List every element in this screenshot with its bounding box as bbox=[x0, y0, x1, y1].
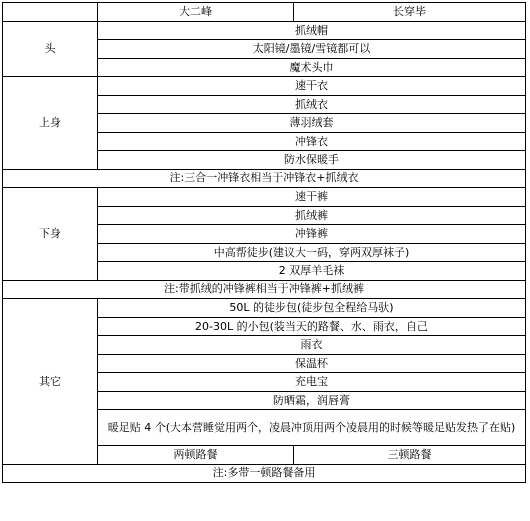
list-item: 2 双厚羊毛袜 bbox=[98, 262, 526, 281]
category-upper: 上身 bbox=[3, 77, 98, 170]
category-other: 其它 bbox=[3, 299, 98, 465]
upper-note: 注:三合一冲锋衣相当于冲锋衣+抓绒衣 bbox=[3, 169, 526, 188]
table-row bbox=[3, 299, 526, 318]
list-item: 中高帮徒步(建议大一码，穿两双厚袜子) bbox=[98, 243, 526, 262]
list-item: 防水保暖手 bbox=[98, 151, 526, 170]
list-item: 魔术头巾 bbox=[98, 58, 526, 77]
list-item: 薄羽绒套 bbox=[98, 114, 526, 133]
list-item: 防晒霜，润唇膏 bbox=[98, 391, 526, 410]
table-row bbox=[3, 77, 526, 96]
list-item: 抓绒帽 bbox=[98, 21, 526, 40]
table-row bbox=[3, 188, 526, 207]
header-blank-cell bbox=[3, 3, 98, 22]
meals-route1: 两顿路餐 bbox=[98, 446, 294, 465]
list-item: 20-30L 的小包(装当天的路餐、水、雨衣，自己 bbox=[98, 317, 526, 336]
list-item: 速干衣 bbox=[98, 77, 526, 96]
list-item: 抓绒衣 bbox=[98, 95, 526, 114]
list-item: 速干裤 bbox=[98, 188, 526, 207]
note-row bbox=[3, 464, 526, 483]
header-route1: 大二峰 bbox=[98, 3, 294, 22]
list-item: 充电宝 bbox=[98, 373, 526, 392]
note-row bbox=[3, 280, 526, 299]
category-head: 头 bbox=[3, 21, 98, 77]
header-route2: 长穿毕 bbox=[294, 3, 526, 22]
list-item: 保温杯 bbox=[98, 354, 526, 373]
note-row bbox=[3, 169, 526, 188]
lower-note: 注:带抓绒的冲锋裤相当于冲锋裤+抓绒裤 bbox=[3, 280, 526, 299]
list-item: 50L 的徒步包(徒步包全程给马驮) bbox=[98, 299, 526, 318]
meals-route2: 三顿路餐 bbox=[294, 446, 526, 465]
other-note: 注:多带一顿路餐备用 bbox=[3, 464, 526, 483]
list-item: 冲锋衣 bbox=[98, 132, 526, 151]
list-item: 冲锋裤 bbox=[98, 225, 526, 244]
list-item: 雨衣 bbox=[98, 336, 526, 355]
table-row bbox=[3, 21, 526, 40]
list-item: 抓绒裤 bbox=[98, 206, 526, 225]
category-lower: 下身 bbox=[3, 188, 98, 281]
header-row bbox=[3, 3, 526, 22]
list-item: 暖足贴 4 个(大本营睡觉用两个，凌晨冲顶用两个凌晨用的时候等暖足贴发热了在贴) bbox=[98, 410, 526, 446]
list-item: 太阳镜/墨镜/雪镜都可以 bbox=[98, 40, 526, 59]
packing-list-table bbox=[2, 2, 526, 483]
